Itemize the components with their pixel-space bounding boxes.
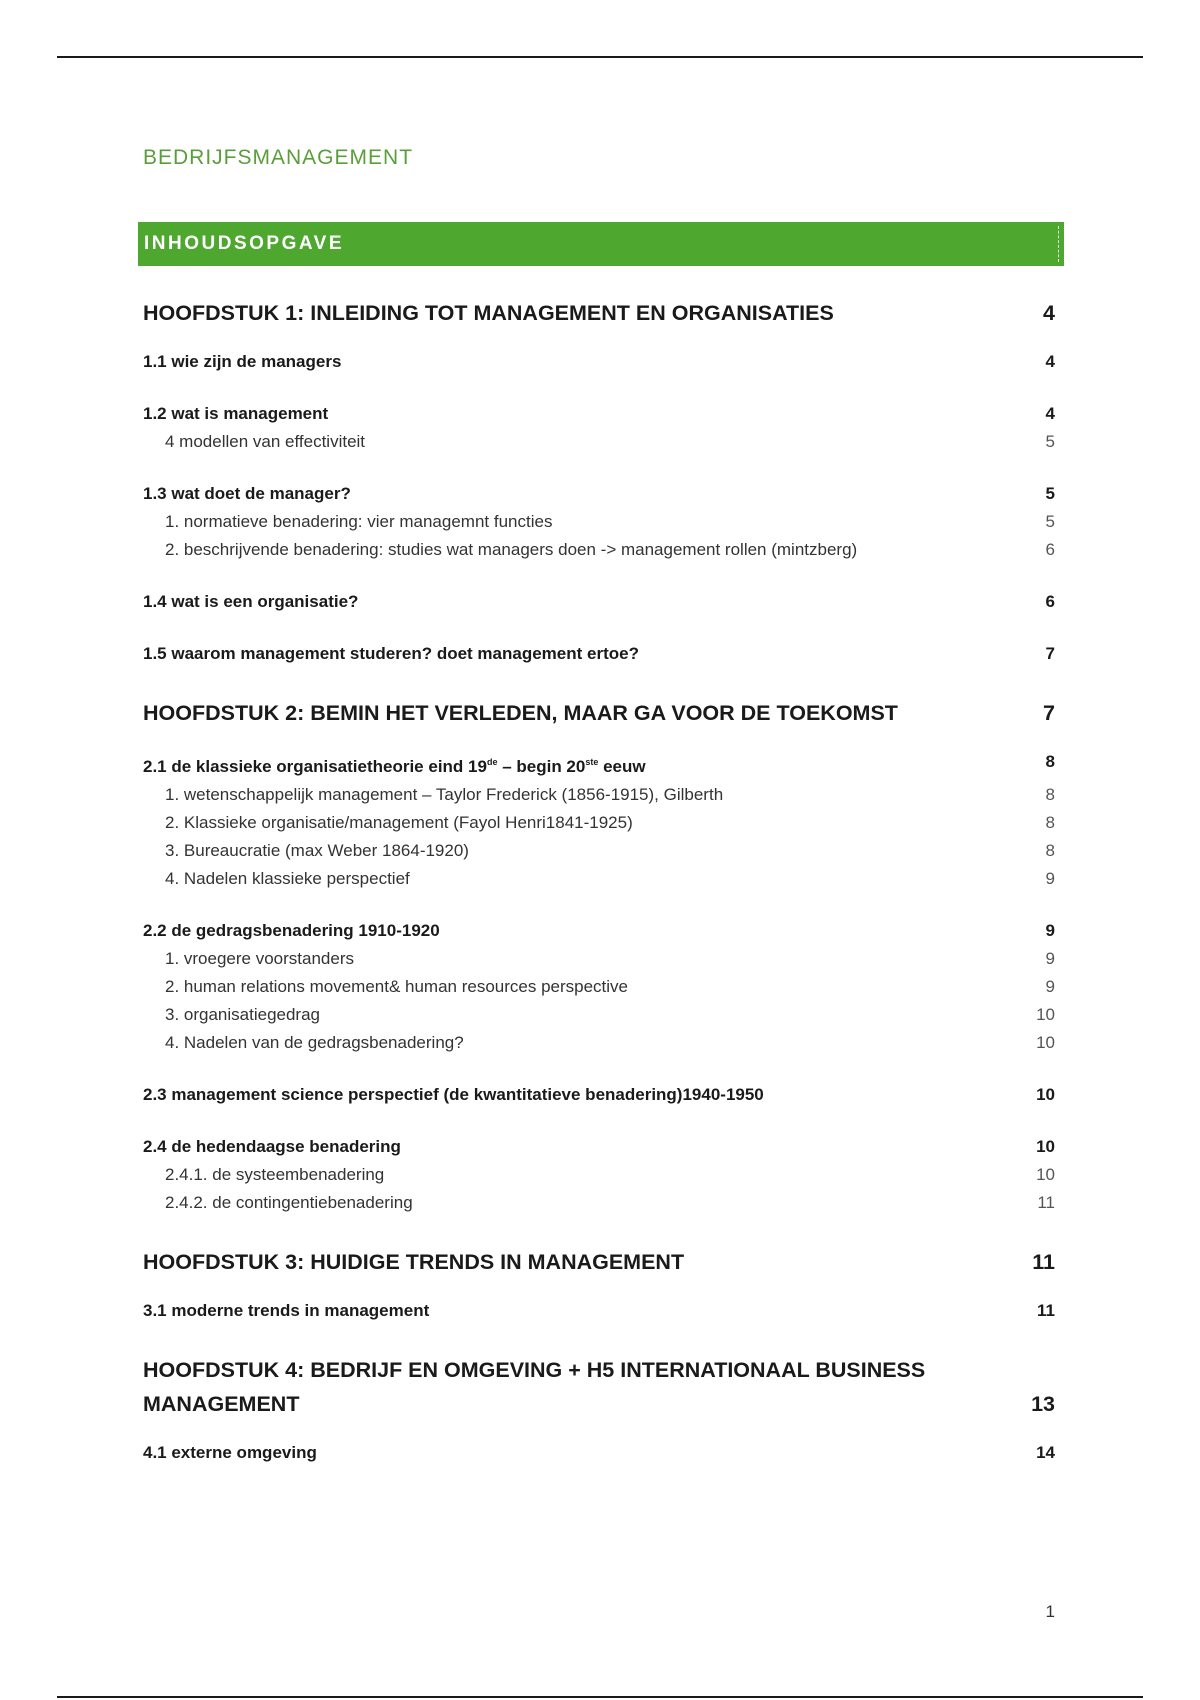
document-title: BEDRIJFSMANAGEMENT — [143, 146, 414, 169]
toc-heading-label: INHOUDSOPGAVE — [144, 233, 345, 254]
toc-entry-title: 2. beschrijvende benadering: studies wat managers doen -> management rollen (mintzberg) — [165, 540, 858, 559]
toc-entry-page: 5 — [1045, 432, 1055, 451]
toc-subsection[interactable] — [143, 508, 1055, 536]
toc-entry-title: 4. Nadelen klassieke perspectief — [165, 869, 410, 888]
toc-subsection[interactable] — [143, 1029, 1055, 1057]
toc-subsection[interactable] — [143, 781, 1055, 809]
toc-section-1-3[interactable] — [143, 480, 1055, 508]
toc-entry-title: 3. organisatiegedrag — [165, 1005, 321, 1024]
toc-subsection[interactable] — [143, 945, 1055, 973]
header-rule — [57, 56, 1143, 58]
toc-subsection[interactable] — [143, 1001, 1055, 1029]
toc-entry-title: 1.1 wie zijn de managers — [143, 352, 342, 371]
toc-section-1-5[interactable] — [143, 640, 1055, 668]
toc-entry-page: 5 — [1045, 484, 1055, 503]
toc-entry-title: 2.4.1. de systeembenadering — [165, 1165, 385, 1184]
toc-entry-title: HOOFDSTUK 1: INLEIDING TOT MANAGEMENT EN ORGANISATIES — [143, 301, 834, 325]
toc-entry-page: 9 — [1045, 869, 1055, 888]
toc-entry-page: 9 — [1045, 921, 1055, 940]
toc-entry-title: 2.3 management science perspectief (de kwantitatieve benadering)1940-1950 — [143, 1085, 764, 1104]
toc-entry-title: 1.2 wat is management — [143, 404, 329, 423]
toc-chapter-1[interactable] — [143, 296, 1055, 330]
toc-entry-page: 10 — [1036, 1085, 1055, 1104]
page-number: 1 — [1045, 1602, 1055, 1621]
toc-entry-page: 6 — [1045, 592, 1055, 611]
toc-entry-title: 1. wetenschappelijk management – Taylor Frederick (1856-1915), Gilberth — [165, 785, 724, 804]
toc-entry-title: HOOFDSTUK 3: HUIDIGE TRENDS IN MANAGEMENT — [143, 1250, 685, 1274]
toc-entry-page: 14 — [1036, 1443, 1055, 1462]
toc-entry-page: 10 — [1036, 1005, 1055, 1024]
toc-entry-page: 4 — [1045, 404, 1055, 423]
table-of-contents — [143, 296, 1055, 1467]
toc-entry-page: 7 — [1045, 644, 1055, 663]
toc-heading — [138, 222, 1064, 266]
toc-entry-title: 3. Bureaucratie (max Weber 1864-1920) — [165, 841, 469, 860]
toc-entry-title: 2.2 de gedragsbenadering 1910-1920 — [143, 921, 440, 940]
toc-subsection[interactable] — [143, 865, 1055, 893]
toc-section-2-2[interactable] — [143, 917, 1055, 945]
toc-entry-page: 5 — [1045, 512, 1055, 531]
toc-chapter-3[interactable] — [143, 1245, 1055, 1279]
toc-entry-page: 10 — [1036, 1033, 1055, 1052]
toc-entry-page: 6 — [1045, 540, 1055, 559]
toc-subsection[interactable] — [143, 1161, 1055, 1189]
toc-section-1-1[interactable] — [143, 348, 1055, 376]
toc-subsection[interactable] — [143, 973, 1055, 1001]
toc-entry-page: 11 — [1037, 1301, 1055, 1320]
toc-entry-title: 4.1 externe omgeving — [143, 1443, 317, 1462]
toc-entry-title: HOOFDSTUK 2: BEMIN HET VERLEDEN, MAAR GA VOOR DE TOEKOMST — [143, 701, 898, 725]
toc-entry-page: 4 — [1045, 352, 1055, 371]
toc-section-2-4[interactable] — [143, 1133, 1055, 1161]
toc-chapter-2[interactable] — [143, 696, 1055, 730]
toc-entry-title: 4 modellen van effectiviteit — [165, 432, 366, 451]
toc-entry-page: 9 — [1045, 977, 1055, 996]
toc-entry-title: 3.1 moderne trends in management — [143, 1301, 430, 1320]
toc-subsection[interactable] — [143, 809, 1055, 837]
toc-entry-page: 8 — [1045, 813, 1055, 832]
toc-entry-title: 1. normatieve benadering: vier managemnt functies — [165, 512, 553, 531]
toc-chapter-4[interactable] — [143, 1353, 1055, 1421]
toc-entry-title: 2. Klassieke organisatie/management (Fayol Henri1841-1925) — [165, 813, 633, 832]
toc-entry-page: 8 — [1045, 752, 1055, 771]
toc-entry-title: HOOFDSTUK 4: BEDRIJF EN OMGEVING + H5 INTERNATIONAAL BUSINESS MANAGEMENT — [143, 1358, 926, 1416]
toc-entry-title: 1. vroegere voorstanders — [165, 949, 354, 968]
toc-subsection[interactable] — [143, 428, 1055, 456]
toc-entry-title: 2.4.2. de contingentiebenadering — [165, 1193, 413, 1212]
toc-subsection[interactable] — [143, 837, 1055, 865]
toc-entry-page: 10 — [1036, 1137, 1055, 1156]
toc-entry-page: 8 — [1045, 841, 1055, 860]
toc-entry-title: 2.4 de hedendaagse benadering — [143, 1137, 401, 1156]
toc-entry-title: 1.4 wat is een organisatie? — [143, 592, 359, 611]
toc-section-2-1[interactable] — [143, 748, 1055, 781]
toc-entry-page: 11 — [1032, 1250, 1055, 1274]
toc-section-2-3[interactable] — [143, 1081, 1055, 1109]
toc-entry-page: 13 — [1031, 1392, 1055, 1416]
toc-subsection[interactable] — [143, 1189, 1055, 1217]
footer-rule — [57, 1696, 1143, 1698]
toc-entry-page: 7 — [1043, 701, 1055, 725]
toc-section-3-1[interactable] — [143, 1297, 1055, 1325]
toc-entry-page: 11 — [1037, 1193, 1055, 1212]
toc-entry-page: 9 — [1045, 949, 1055, 968]
toc-entry-title: 1.5 waarom management studeren? doet management ertoe? — [143, 644, 639, 663]
toc-section-1-2[interactable] — [143, 400, 1055, 428]
toc-section-1-4[interactable] — [143, 588, 1055, 616]
toc-entry-title: 2.1 de klassieke organisatietheorie eind 19de – begin 20ste eeuw — [143, 757, 646, 776]
toc-entry-title: 2. human relations movement& human resources perspective — [165, 977, 629, 996]
toc-entry-page: 8 — [1045, 785, 1055, 804]
toc-entry-page: 10 — [1036, 1165, 1055, 1184]
toc-entry-page: 4 — [1043, 301, 1055, 325]
toc-entry-title: 1.3 wat doet de manager? — [143, 484, 351, 503]
toc-subsection[interactable] — [143, 536, 1055, 564]
toc-entry-title: 4. Nadelen van de gedragsbenadering? — [165, 1033, 464, 1052]
toc-section-4-1[interactable] — [143, 1439, 1055, 1467]
